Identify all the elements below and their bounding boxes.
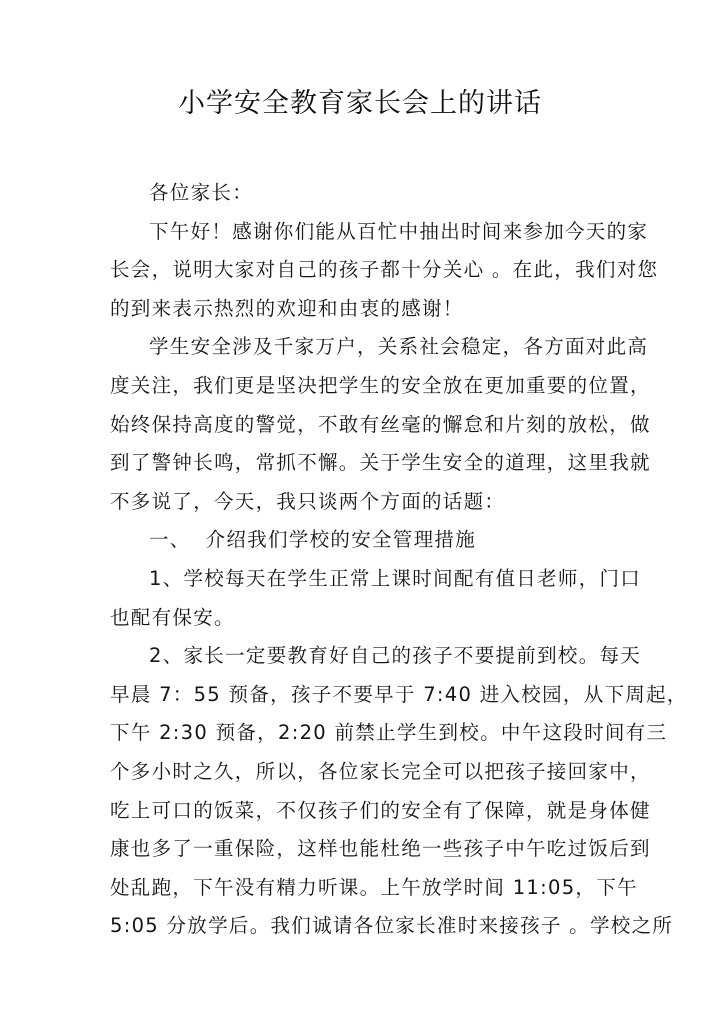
- paragraph-line: 康也多了一重保险，这样也能杜绝一些孩子中午吃过饭后到: [110, 837, 651, 861]
- paragraph-line: 个多小时之久，所以，各位家长完全可以把孩子接回家中，: [110, 759, 651, 783]
- list-item-2: 2、家长一定要教育好自己的孩子不要提前到校。每天: [149, 644, 642, 668]
- paragraph-line: 不多说了，今天，我只谈两个方面的话题：: [110, 489, 506, 513]
- salutation-line: 各位家长：: [149, 181, 254, 204]
- paragraph-line: 到了警钟长鸣，常抓不懈。关于学生安全的道理，这里我就: [110, 451, 651, 475]
- list-item-1: 1、学校每天在学生正常上课时间配有值日老师，门口: [149, 566, 642, 590]
- document-title: 小学安全教育家长会上的讲话: [178, 88, 542, 119]
- paragraph-line: 吃上可口的饭菜，不仅孩子们的安全有了保障，就是身体健: [110, 798, 651, 822]
- paragraph-line: 度关注，我们更是坚决把学生的安全放在更加重要的位置，: [110, 373, 651, 397]
- paragraph-line: 也配有保安。: [110, 605, 235, 629]
- paragraph-line: 始终保持高度的警觉，不敢有丝毫的懈怠和片刻的放松，做: [110, 412, 651, 436]
- paragraph-line: 学生安全涉及千家万户，关系社会稳定，各方面对此高: [149, 335, 649, 359]
- paragraph-line: 下午好！感谢你们能从百忙中抽出时间来参加今天的家: [149, 219, 649, 243]
- paragraph-line: 5:05 分放学后。我们诚请各位家长准时来接孩子 。学校之所: [110, 914, 674, 938]
- paragraph-line: 下午 2:30 预备，2:20 前禁止学生到校。中午这段时间有三: [110, 721, 668, 745]
- paragraph-line: 长会，说明大家对自己的孩子都十分关心 。在此，我们对您: [110, 258, 659, 282]
- paragraph-line: 的到来表示热烈的欢迎和由衷的感谢！: [110, 296, 464, 320]
- paragraph-line: 处乱跑，下午没有精力听课。上午放学时间 11:05，下午: [110, 875, 638, 899]
- document-body: [110, 174, 688, 946]
- paragraph-line: 早晨 7：55 预备，孩子不要早于 7:40 进入校园，从下周起，: [110, 682, 688, 706]
- section-heading: 一、 介绍我们学校的安全管理措施: [149, 528, 476, 552]
